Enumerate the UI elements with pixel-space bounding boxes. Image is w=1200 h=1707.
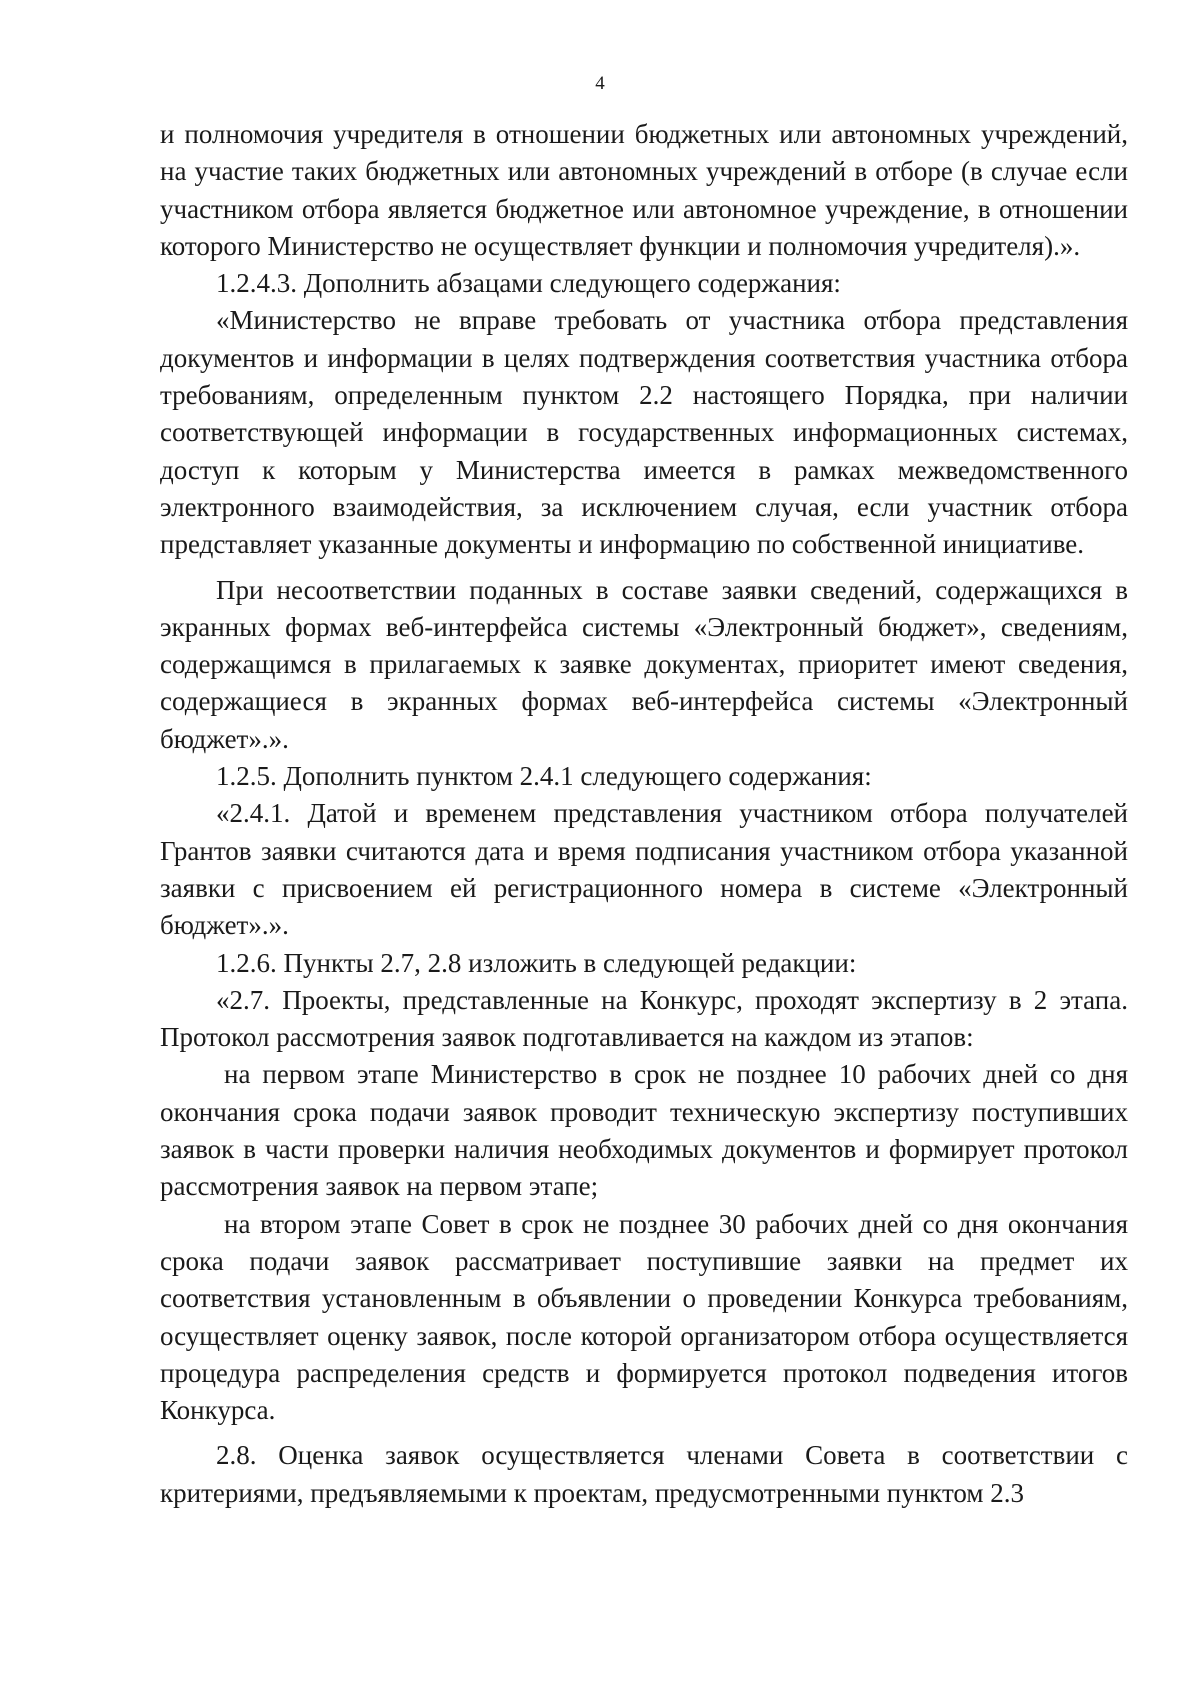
paragraph-item-2-4-1: «2.4.1. Датой и временем представления участником отбора получателей Грантов заявки считаются дата и время подписания участником отбора указанной заявки с присвоением ей регистрационного номера в системе «Электронный бюджет».».	[160, 798, 1128, 941]
paragraph-item-2-7: «2.7. Проекты, представленные на Конкурс, проходят экспертизу в 2 этапа. Протокол рассмотрения заявок подготавливается на каждом из этапов:	[160, 984, 1128, 1053]
page-number: 4	[595, 73, 605, 94]
paragraph-item-1-2-5: 1.2.5. Дополнить пунктом 2.4.1 следующего содержания:	[216, 761, 872, 792]
paragraph-item-1-2-4-3: 1.2.4.3. Дополнить абзацами следующего содержания:	[216, 268, 841, 299]
document-body	[160, 116, 1128, 1512]
paragraph-item-1-2-6: 1.2.6. Пункты 2.7, 2.8 изложить в следующей редакции:	[216, 947, 857, 978]
paragraph-stage-two: на втором этапе Совет в срок не позднее 30 рабочих дней со дня окончания срока подачи заявок рассматривает поступившие заявки на предмет их соответствия установленным в объявлении о проведении Конкурса требованиям, осуществляет оценку заявок, после которой организатором отбора осуществляется процедура распределения средств и формируется протокол подведения итогов Конкурса.	[160, 1208, 1128, 1426]
paragraph-item-2-8: 2.8. Оценка заявок осуществляется членами Совета в соответствии с критериями, предъявляемыми к проектам, предусмотренными пунктом 2.3	[160, 1440, 1128, 1508]
paragraph-data-mismatch: При несоответствии поданных в составе заявки сведений, содержащихся в экранных формах веб-интерфейса системы «Электронный бюджет», сведениям, содержащимся в прилагаемых к заявке документах, приоритет имеют сведения, содержащиеся в экранных формах веб-интерфейса системы «Электронный бюджет».».	[160, 574, 1128, 754]
paragraph-ministry-rights: «Министерство не вправе требовать от участника отбора представления документов и информации в целях подтверждения соответствия участника отбора требованиям, определенным пунктом 2.2 настоящего Порядка, при наличии соответствующей информации в государственных информационных системах, доступ к которым у Министерства имеется в рамках межведомственного электронного взаимодействия, за исключением случая, если участник отбора представляет указанные документы и информацию по собственной инициативе.	[160, 305, 1128, 560]
paragraph-continuation: и полномочия учредителя в отношении бюджетных или автономных учреждений, на участие таких бюджетных или автономных учреждений в отборе (в случае если участником отбора является бюджетное или автономное учреждение, в отношении которого Министерство не осуществляет функции и полномочия учредителя).».	[160, 119, 1128, 261]
paragraph-stage-one: на первом этапе Министерство в срок не позднее 10 рабочих дней со дня окончания срока подачи заявок проводит техническую экспертизу поступивших заявок в части проверки наличия необходимых документов и формирует протокол рассмотрения заявок на первом этапе;	[160, 1059, 1128, 1202]
